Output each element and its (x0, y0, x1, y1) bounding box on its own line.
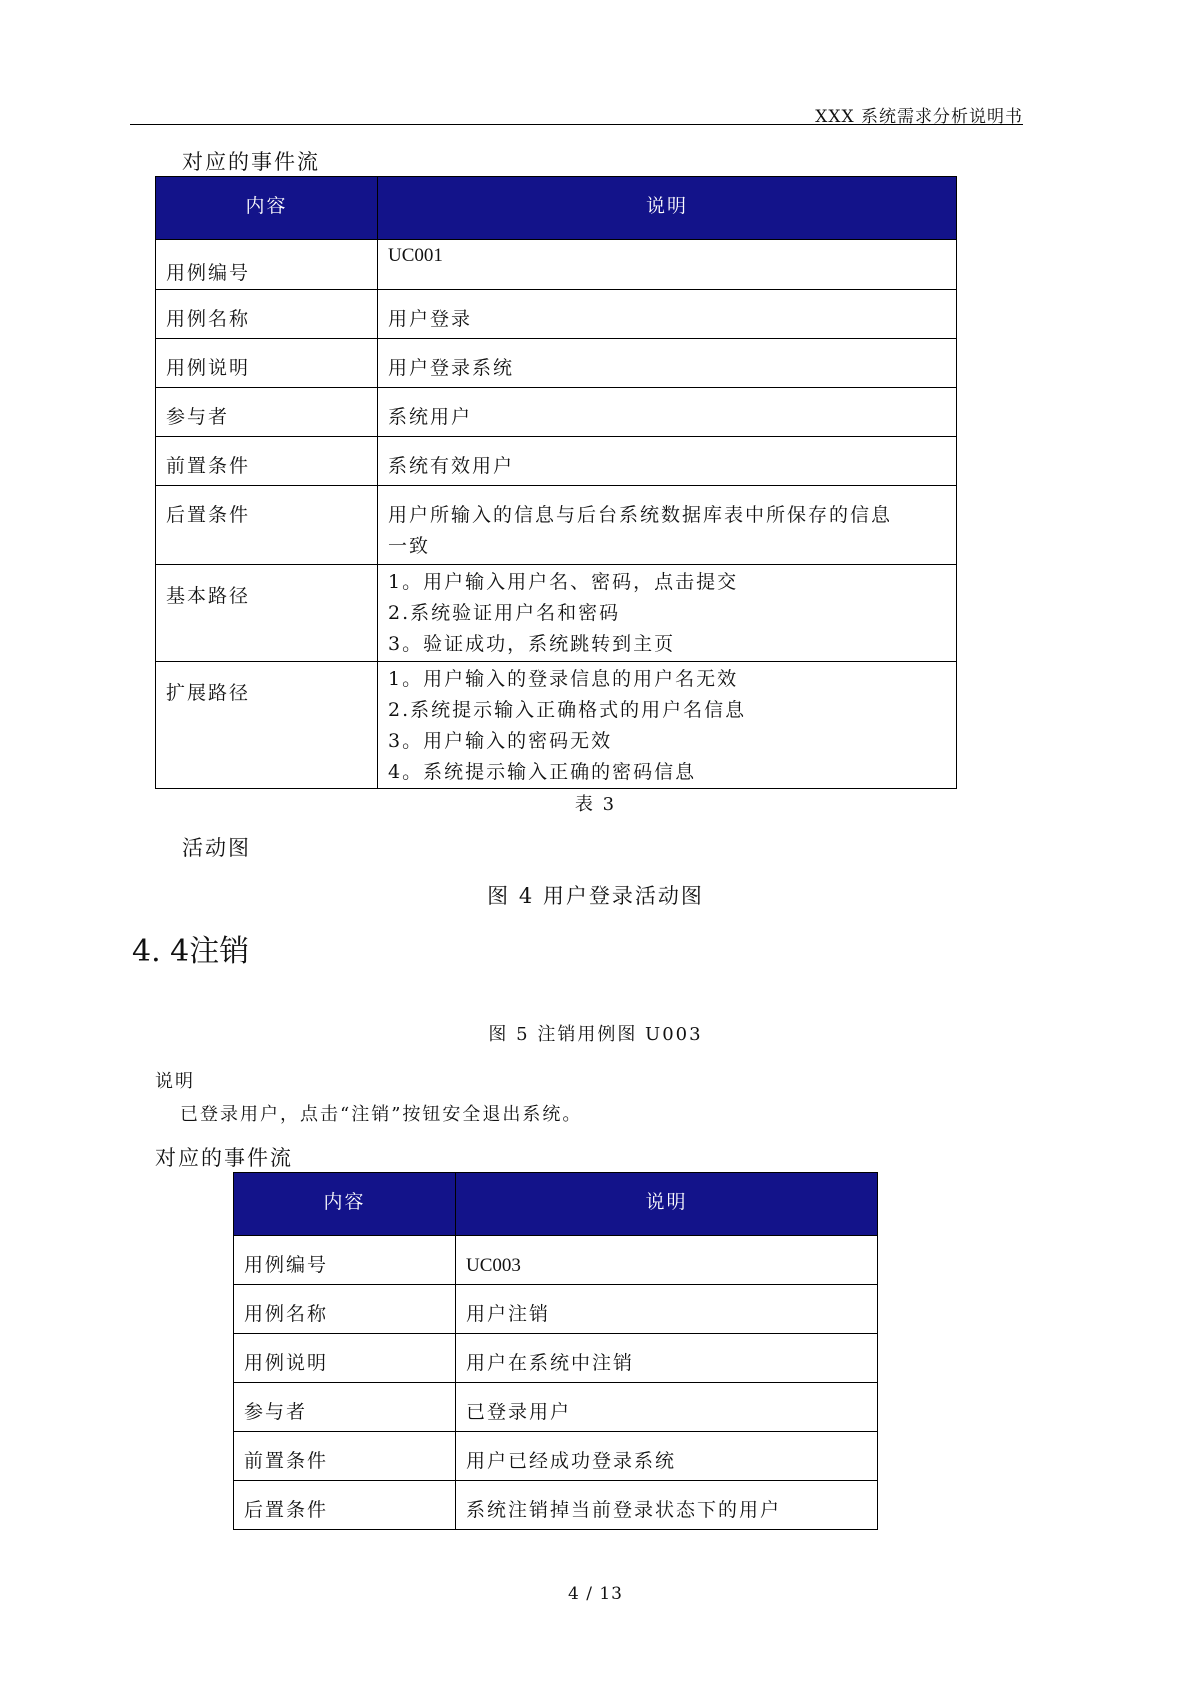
row-label: 前置条件 (166, 455, 251, 477)
row-value-line: 用户所输入的信息与后台系统数据库表中所保存的信息 (388, 504, 893, 526)
column-header-description: 说明 (456, 1173, 878, 1236)
table-row (156, 339, 957, 388)
row-value-line: 4。系统提示输入正确的密码信息 (388, 761, 697, 783)
row-value: 系统用户 (388, 406, 473, 428)
table-row (156, 437, 957, 486)
row-label: 用例说明 (166, 357, 251, 379)
event-flow-table-uc003 (233, 1172, 878, 1530)
table-row (234, 1334, 878, 1383)
table-caption: 表 3 (574, 794, 617, 815)
table-header-row (156, 177, 957, 240)
row-label: 基本路径 (166, 585, 251, 607)
row-label: 后置条件 (244, 1499, 329, 1521)
row-label: 用例名称 (166, 308, 251, 330)
description-text: 已登录用户，点击“注销”按钮安全退出系统。 (180, 1104, 583, 1125)
row-value: 用户已经成功登录系统 (466, 1450, 677, 1472)
row-value-line: 3。用户输入的密码无效 (388, 730, 613, 752)
table-row (234, 1383, 878, 1432)
row-value-line: 1。用户输入用户名、密码，点击提交 (388, 571, 739, 593)
page-number: 4 / 13 (568, 1584, 623, 1604)
row-label: 后置条件 (166, 504, 251, 526)
row-label: 用例编号 (244, 1254, 329, 1276)
table-row (156, 662, 957, 789)
row-value: 已登录用户 (466, 1401, 572, 1423)
figure-caption-logout-usecase: 图 5 注销用例图 U003 (488, 1024, 703, 1045)
row-value: 用户注销 (466, 1303, 551, 1325)
row-label: 参与者 (166, 406, 230, 428)
header-rule (130, 124, 1023, 125)
row-value: 系统有效用户 (388, 455, 515, 477)
row-value: 系统注销掉当前登录状态下的用户 (466, 1499, 782, 1521)
column-header-content: 内容 (234, 1173, 456, 1236)
table-row (156, 388, 957, 437)
events-flow-label: 对应的事件流 (182, 150, 320, 174)
table-row (234, 1481, 878, 1530)
row-value: 用户登录系统 (388, 357, 515, 379)
row-value-line: 1。用户输入的登录信息的用户名无效 (388, 668, 739, 690)
row-value-line: 一致 (388, 535, 431, 557)
table-row (156, 486, 957, 565)
events-flow-label: 对应的事件流 (155, 1146, 293, 1170)
table-row (234, 1236, 878, 1285)
column-header-description: 说明 (378, 177, 957, 240)
description-label: 说明 (155, 1071, 195, 1092)
row-value: 用户在系统中注销 (466, 1352, 635, 1374)
row-label: 扩展路径 (166, 682, 251, 704)
section-heading-logout: 4. 4注销 (132, 934, 250, 969)
table-row (234, 1285, 878, 1334)
activity-diagram-label: 活动图 (182, 836, 251, 860)
event-flow-table-uc001 (155, 176, 957, 789)
row-label: 用例说明 (244, 1352, 329, 1374)
row-label: 用例编号 (166, 262, 251, 284)
table-row (156, 290, 957, 339)
table-header-row (234, 1173, 878, 1236)
row-value: UC003 (466, 1255, 521, 1276)
row-label: 用例名称 (244, 1303, 329, 1325)
figure-caption-login-activity: 图 4 用户登录活动图 (487, 884, 704, 908)
column-header-content: 内容 (156, 177, 378, 240)
table-row (234, 1432, 878, 1481)
row-value-line: 2.系统提示输入正确格式的用户名信息 (388, 699, 747, 721)
row-value: UC001 (388, 245, 443, 266)
row-value-line: 2.系统验证用户名和密码 (388, 602, 621, 624)
table-row (156, 565, 957, 662)
document-header-title: XXX 系统需求分析说明书 (815, 107, 1023, 127)
row-value-line: 3。验证成功，系统跳转到主页 (388, 633, 676, 655)
row-label: 前置条件 (244, 1450, 329, 1472)
table-row (156, 240, 957, 290)
row-value: 用户登录 (388, 308, 473, 330)
row-label: 参与者 (244, 1401, 308, 1423)
